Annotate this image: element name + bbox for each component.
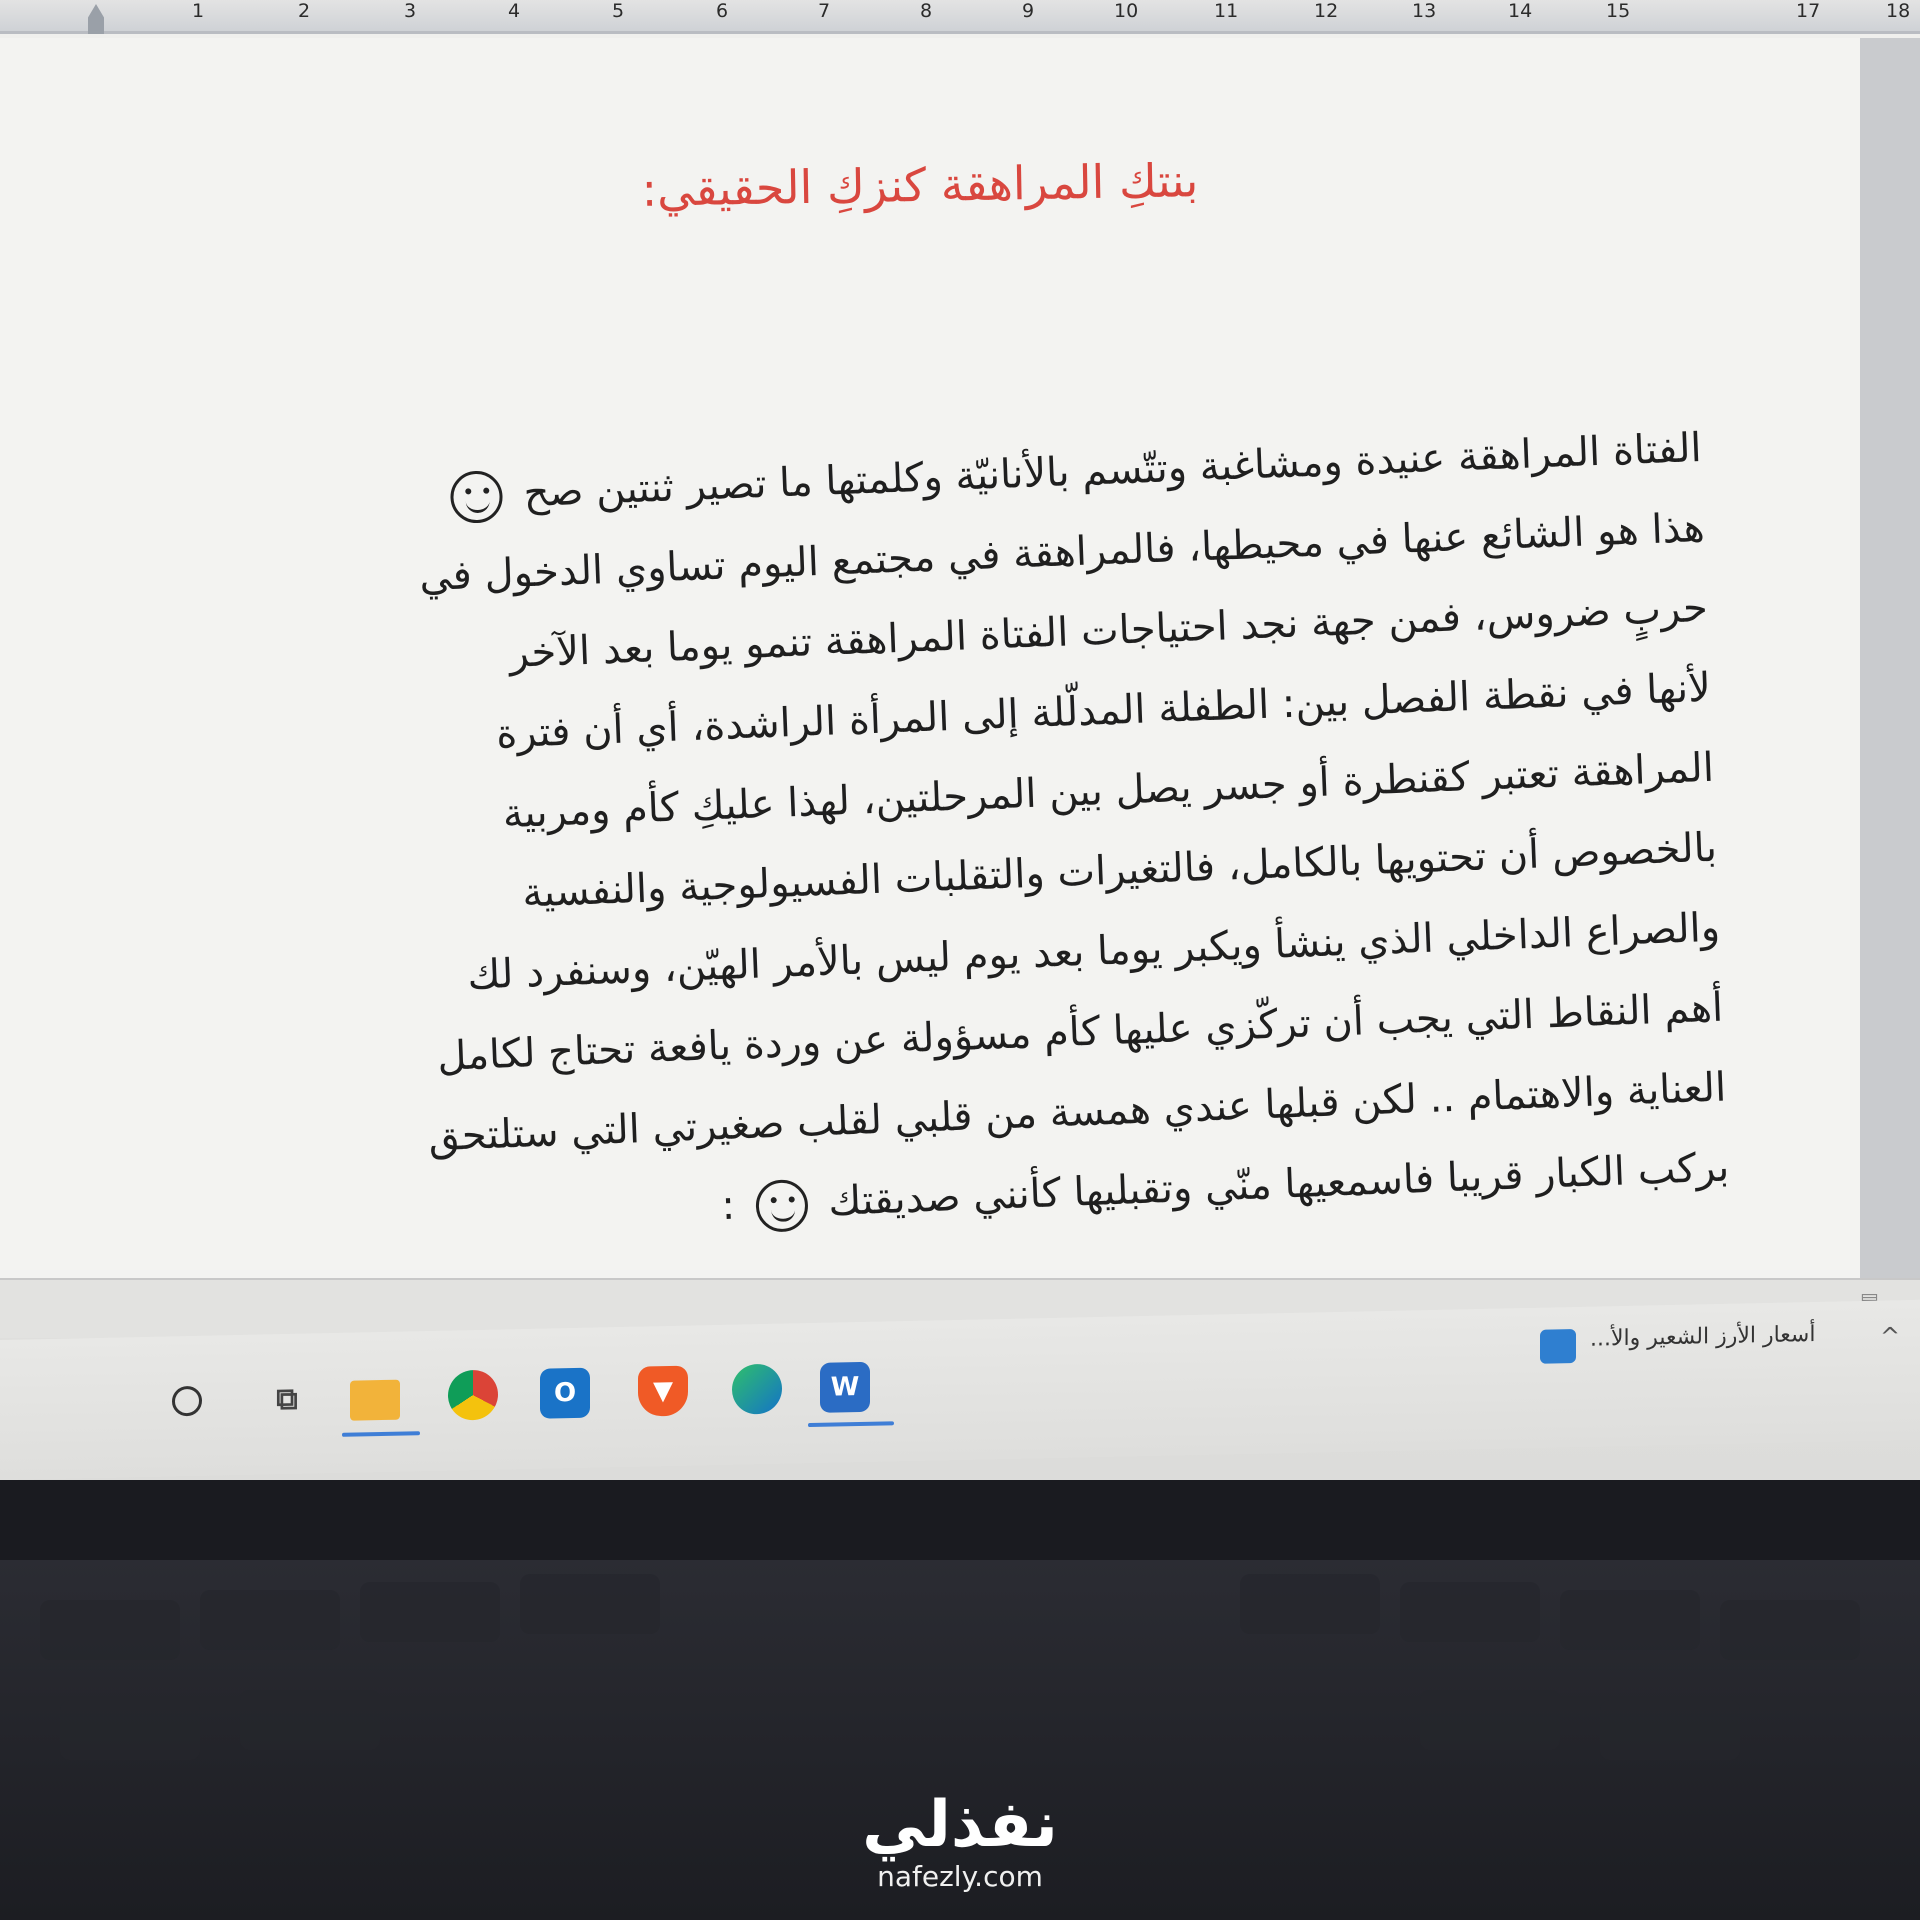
smiley-icon bbox=[755, 1179, 809, 1233]
ruler-tick: 12 bbox=[1314, 0, 1339, 22]
active-app-indicator bbox=[342, 1431, 420, 1437]
news-widget-text[interactable]: أسعار الأرز الشعير والأ... bbox=[1590, 1321, 1816, 1352]
keyboard-key bbox=[40, 1600, 180, 1660]
document-body[interactable] bbox=[201, 408, 1731, 1265]
laughing-smiley-icon bbox=[450, 470, 504, 524]
ruler-tick: 5 bbox=[612, 0, 625, 22]
ruler-tick: 17 bbox=[1796, 0, 1821, 22]
word-icon[interactable]: W bbox=[820, 1362, 870, 1413]
body-line: أهم النقاط التي يجب أن تركّزي عليها كأم مسؤولة عن وردة يافعة تحتاج لكامل bbox=[436, 984, 1724, 1080]
keyboard-key bbox=[1400, 1582, 1540, 1642]
body-line: والصراع الداخلي الذي ينشأ ويكبر يوما بعد يوم ليس بالأمر الهيّن، وسنفرد لك bbox=[466, 904, 1721, 999]
body-line: المراهقة تعتبر كقنطرة أو جسر يصل بين المرحلتين، لهذا عليكِ كأم ومربية bbox=[502, 744, 1715, 838]
indent-marker[interactable] bbox=[88, 4, 104, 34]
file-explorer-icon[interactable] bbox=[350, 1380, 400, 1421]
page-right-margin bbox=[1860, 38, 1920, 1278]
keyboard-key bbox=[60, 1700, 200, 1760]
active-app-indicator bbox=[808, 1421, 894, 1427]
edge-icon[interactable] bbox=[732, 1364, 782, 1415]
ruler-tick: 15 bbox=[1606, 0, 1631, 22]
ruler-tick: 6 bbox=[716, 0, 729, 22]
document-page[interactable] bbox=[0, 38, 1870, 1278]
watermark-url: nafezly.com bbox=[877, 1860, 1043, 1893]
keyboard-key bbox=[1720, 1600, 1860, 1660]
body-line: حربٍ ضروس، فمن جهة نجد احتياجات الفتاة المراهقة تنمو يوما بعد الآخر bbox=[508, 584, 1709, 677]
keyboard-key bbox=[360, 1582, 500, 1642]
ruler-tick: 10 bbox=[1114, 0, 1139, 22]
ruler-tick: 4 bbox=[508, 0, 521, 22]
task-view-icon[interactable]: ⧉ bbox=[276, 1381, 298, 1417]
news-widget-icon[interactable] bbox=[1540, 1329, 1576, 1364]
body-line-text: بركب الكبار قريبا فاسمعيها منّي وتقبليها كأنني صديقتك bbox=[827, 1144, 1731, 1226]
outlook-icon[interactable]: O bbox=[540, 1368, 590, 1419]
search-icon[interactable] bbox=[172, 1386, 202, 1417]
horizontal-ruler bbox=[0, 0, 1920, 34]
ruler-tick: 8 bbox=[920, 0, 933, 22]
ruler-tick: 13 bbox=[1412, 0, 1437, 22]
body-line: العناية والاهتمام .. لكن قبلها عندي همسة من قلبي لقلب صغيرتي التي ستلتحق bbox=[427, 1064, 1727, 1161]
ruler-tick: 1 bbox=[192, 0, 205, 22]
keyboard-key bbox=[520, 1574, 660, 1634]
ruler-tick: 9 bbox=[1022, 0, 1035, 22]
ruler-tick: 18 bbox=[1886, 0, 1911, 22]
chrome-icon[interactable] bbox=[448, 1370, 498, 1421]
watermark-logo bbox=[760, 1790, 1160, 1893]
body-line-text: الفتاة المراهقة عنيدة ومشاغبة وتتّسم بالأنانيّة وكلمتها ما تصير ثنتين صح bbox=[522, 424, 1703, 517]
ruler-tick: 11 bbox=[1214, 0, 1239, 22]
ruler-tick: 7 bbox=[818, 0, 831, 22]
body-line: هذا هو الشائع عنها في محيطها، فالمراهقة في مجتمع اليوم تساوي الدخول في bbox=[418, 504, 1706, 601]
keyboard-key bbox=[200, 1590, 340, 1650]
ruler-tick: 14 bbox=[1508, 0, 1533, 22]
body-line: لأنها في نقطة الفصل بين: الطفلة المدلّلة إلى المرأة الراشدة، أي أن فترة bbox=[495, 664, 1712, 758]
body-line: بالخصوص أن تحتويها بالكامل، فالتغيرات والتقلبات الفسيولوجية والنفسية bbox=[521, 824, 1718, 917]
watermark-brand: نفذلي bbox=[862, 1788, 1058, 1862]
keyboard-key bbox=[1600, 1700, 1740, 1760]
keyboard-key bbox=[1560, 1590, 1700, 1650]
brave-icon[interactable]: ▼ bbox=[638, 1366, 688, 1417]
document-title: بنتكِ المراهقة كنزكِ الحقيقي: bbox=[641, 153, 1199, 217]
keyboard-key bbox=[240, 1690, 380, 1750]
ruler-tick: 2 bbox=[298, 0, 311, 22]
keyboard-key bbox=[1420, 1690, 1560, 1750]
ruler-tick: 3 bbox=[404, 0, 417, 22]
colon-text: : bbox=[720, 1182, 736, 1230]
keyboard-key bbox=[1240, 1574, 1380, 1634]
chevron-up-icon[interactable]: ^ bbox=[1880, 1322, 1901, 1351]
